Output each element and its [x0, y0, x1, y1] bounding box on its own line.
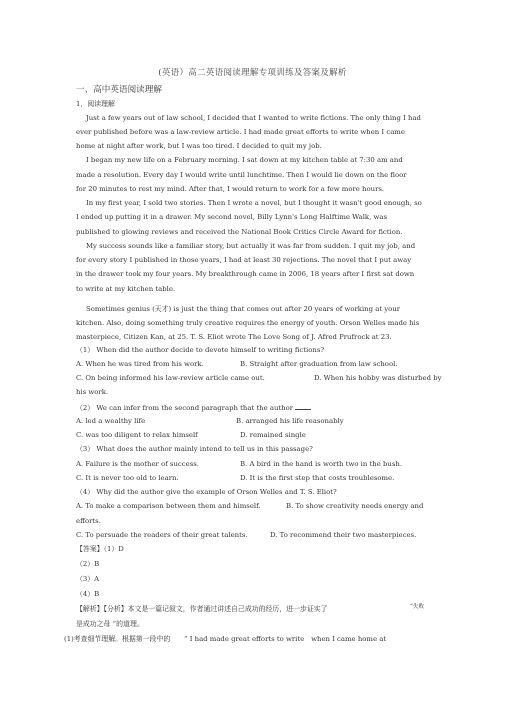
- q4-option-c: C. To persuade the readers of their great talents.: [76, 531, 248, 539]
- q4-option-d: D. To recommend their two masterpieces.: [270, 531, 417, 539]
- passage-line: home at night after work, but I was too tired. I decided to quit my job.: [76, 142, 322, 150]
- passage-line: My success sounds like a familiar story, but actually it was far from sudden. I quit my job, and: [86, 242, 416, 250]
- answer-3: （3）A: [76, 575, 100, 583]
- passage-line: for 20 minutes to rest my mind. After that, I would return to work for a few more hours.: [76, 185, 385, 193]
- passage-line: Sometimes genius (天才) is just the thing that comes out after 20 years of working at your: [86, 305, 401, 313]
- analysis-line: (1)考查细节理解。根据第一段中的 “ I had made great efforts to write when I came home at: [64, 635, 387, 643]
- q1-option-c: C. On being informed his law-review article came out.: [76, 374, 265, 382]
- q2-option-a: A. led a wealthy life: [76, 417, 146, 425]
- passage-line: kitchen. Also, doing something truly creative requires the energy of youth. Orson Welles made his: [76, 319, 420, 327]
- q2-option-c: C. was too diligent to relax himself: [76, 431, 198, 439]
- q3-option-b: B. A bird in the hand is worth two in the bush.: [240, 460, 403, 468]
- analysis-line: 【解析】【分析】本文是一篇记叙文，作者通过讲述自己成功的经历，进一步证实了: [76, 605, 328, 613]
- page-title: (英语）高二英语阅读理解专项训练及答案及解析: [158, 68, 347, 78]
- q1-option-d: D. When his hobby was disturbed by: [314, 374, 442, 382]
- passage-line: in the drawer took my four years. My breakthrough came in 2006, 18 years after I first sat down: [76, 270, 415, 278]
- answer-blank: [295, 403, 311, 410]
- answer-header: 【答案】（1）D: [76, 545, 124, 553]
- q3-option-c: C. It is never too old to learn.: [76, 474, 179, 482]
- passage-line: masterpiece, Citizen Kan, at 25. T. S. Eliot wrote The Love Song of J. Afred Prufrock at 23.: [76, 333, 392, 341]
- passage-line: made a resolution. Every day I would write until lunchtime. Then I would lie down on the floor: [76, 171, 407, 179]
- passage-line: ever published before was a law-review article. I had made great efforts to write when I came: [76, 128, 405, 136]
- question-3-stem: （3） What does the author mainly intend to tell us in this passage?: [76, 445, 313, 453]
- passage-line: In my first year, I sold two stories. Then I wrote a novel, but I thought it wasn't good enough, so: [86, 199, 422, 207]
- q1-option-b: B. Straight after graduation from law school.: [240, 360, 398, 368]
- passage-line: for every story I published in those years, I had at least 30 rejections. The novel that I put away: [76, 256, 412, 264]
- passage-line: Just a few years out of law school, I decided that I wanted to write fictions. The only thing I had: [86, 114, 421, 122]
- item-label: 1．阅读理解: [76, 100, 115, 108]
- q1-option-a: A. When he was tired from his work.: [76, 360, 204, 368]
- q4-option-a: A. To make a comparison between them and himself.: [76, 502, 261, 510]
- q2-option-d: D. remained single: [240, 431, 306, 439]
- question-2-stem: [76, 403, 311, 412]
- q4-option-b-continued: efforts.: [76, 517, 101, 525]
- question-4-stem: （4） Why did the author give the example of Orson Welles and T. S. Eliot?: [76, 488, 337, 496]
- q3-option-d: D. It is the first step that costs troublesome.: [240, 474, 395, 482]
- passage-line: to write at my kitchen table.: [76, 285, 176, 293]
- question-2-stem-text: （2） We can infer from the second paragraph that the author: [76, 404, 294, 412]
- q4-option-b: B. To show creativity needs energy and: [286, 502, 424, 510]
- passage-line: I ended up putting it in a drawer. My second novel, Billy Lynn's Long Halftime Walk, was: [76, 213, 388, 221]
- passage-line: I began my new life on a February morning. I sat down at my kitchen table at 7:30 am and: [86, 156, 403, 164]
- question-1-stem: （1） When did the author decide to devote himself to writing fictions?: [76, 346, 325, 354]
- q2-option-b: B. arranged his life reasonably: [236, 417, 344, 425]
- section-heading: 一、高中英语阅读理解: [76, 85, 162, 95]
- passage-line: published to glowing reviews and received the National Book Critics Circle Award for fiction.: [76, 228, 403, 236]
- q3-option-a: A. Failure is the mother of success.: [76, 460, 199, 468]
- answer-2: （2）B: [76, 560, 100, 568]
- analysis-quote: “失败: [410, 604, 425, 610]
- analysis-line: 是成功之母 ”的道理。: [76, 620, 144, 628]
- answer-4: （4）B: [76, 590, 100, 598]
- q1-option-d-continued: his work.: [76, 388, 109, 396]
